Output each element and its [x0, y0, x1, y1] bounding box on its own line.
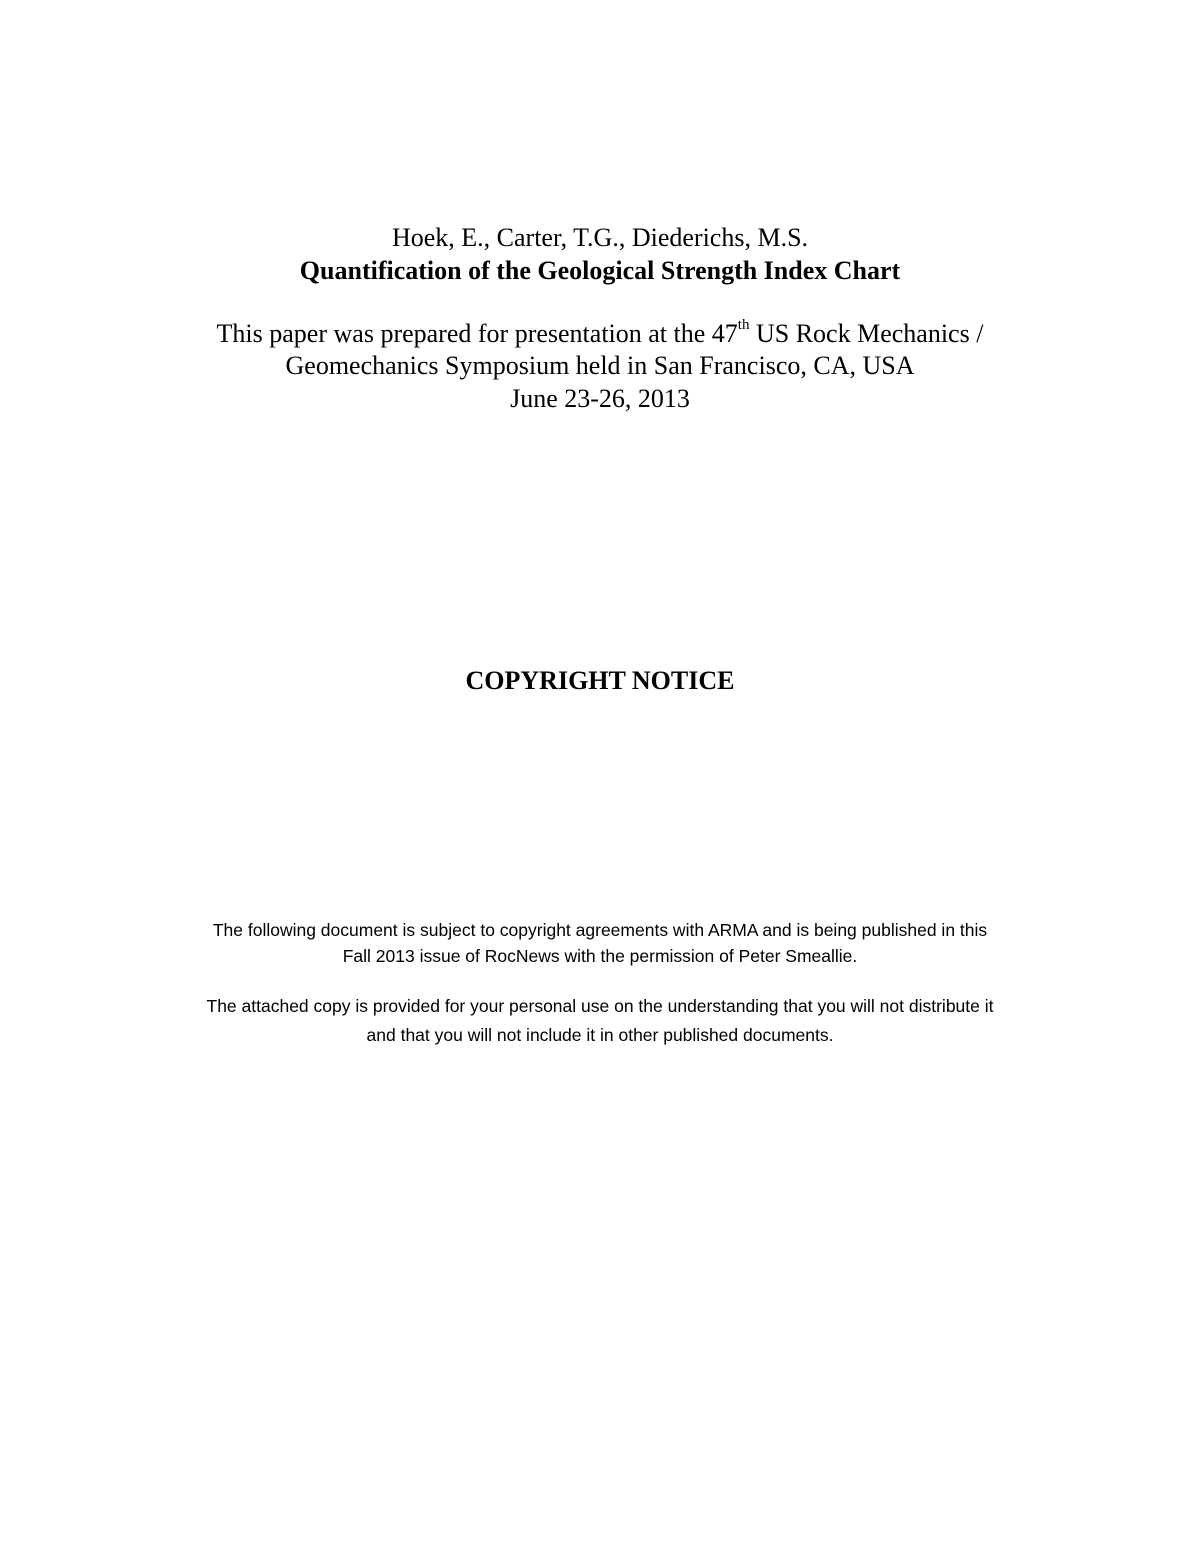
copyright-paragraph-1-line-2: Fall 2013 issue of RocNews with the permission of Peter Smeallie. [342, 946, 858, 966]
copyright-heading: COPYRIGHT NOTICE [465, 666, 735, 695]
copyright-paragraph-2-line-2: and that you will not include it in other published documents. [366, 1025, 834, 1045]
presentation-line-1-text: This paper was prepared for presentation at the 47 [216, 319, 738, 348]
author-list: Hoek, E., Carter, T.G., Diederichs, M.S. [391, 223, 809, 252]
paper-title: Quantification of the Geological Strength Index Chart [299, 256, 901, 285]
presentation-line-2: Geomechanics Symposium held in San Francisco, CA, USA [285, 351, 915, 380]
presentation-line-1-end: US Rock Mechanics / [749, 319, 984, 348]
presentation-date: June 23-26, 2013 [510, 384, 690, 413]
ordinal-suffix: th [737, 317, 750, 334]
presentation-line-1 [0, 318, 1200, 350]
copyright-paragraph-2-line-1: The attached copy is provided for your personal use on the understanding that you will not distribute it [206, 996, 994, 1016]
copyright-paragraph-1-line-1: The following document is subject to copyright agreements with ARMA and is being published in this [212, 920, 988, 940]
